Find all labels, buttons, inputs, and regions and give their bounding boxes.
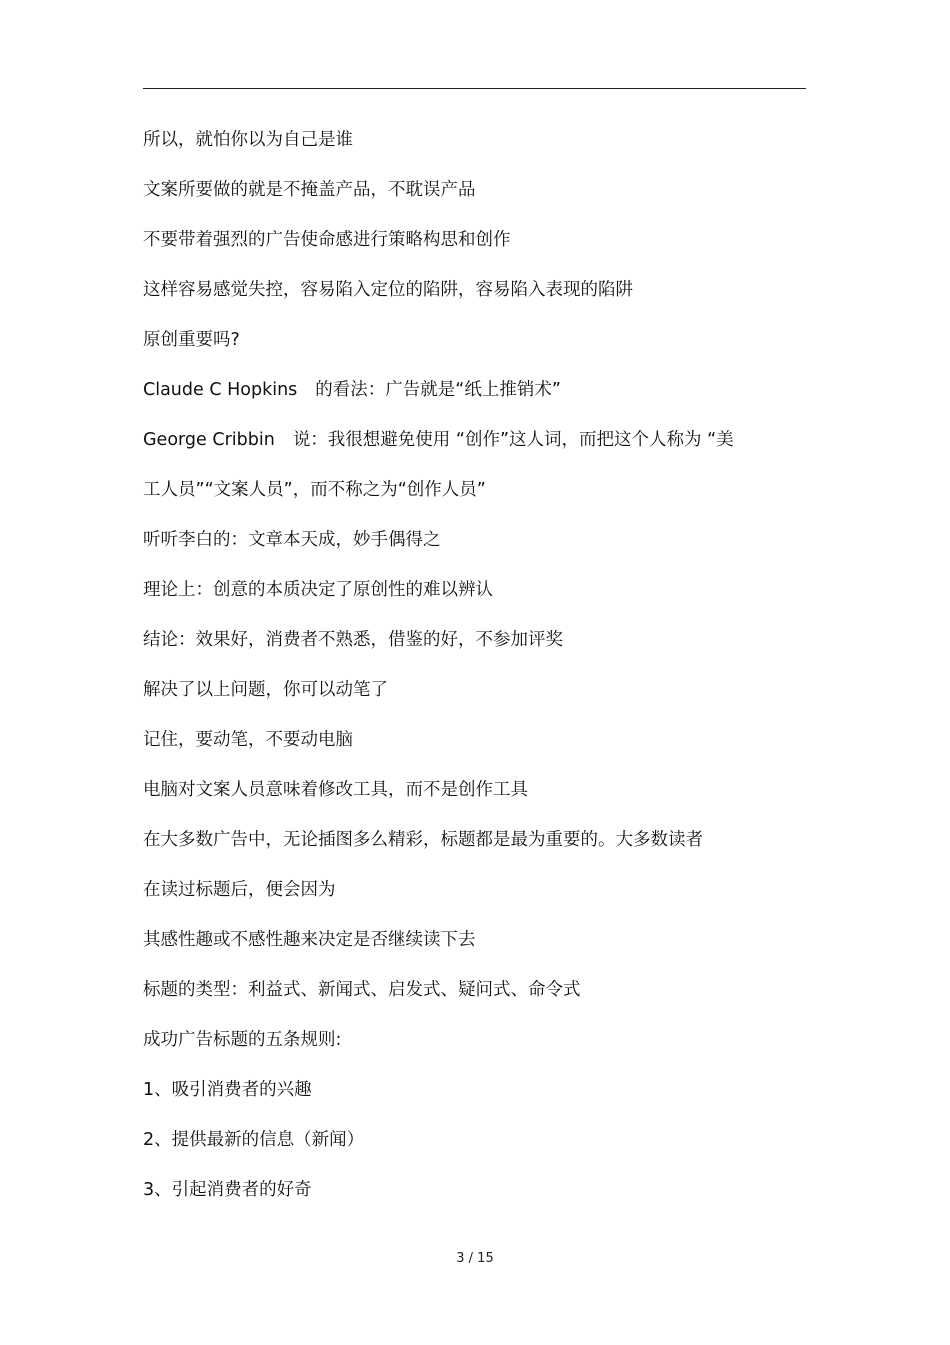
text-line-15: 在大多数广告中，无论插图多么精彩，标题都是最为重要的。大多数读者	[143, 830, 703, 850]
text-line-21: 2、提供最新的信息（新闻）	[143, 1130, 365, 1150]
text-line-5: 原创重要吗?	[143, 330, 240, 350]
text-line-6	[143, 378, 806, 403]
text-line-19: 成功广告标题的五条规则:	[143, 1030, 342, 1050]
text-line-9: 听听李白的：文章本天成，妙手偶得之	[143, 530, 441, 550]
text-line-10: 理论上：创意的本质决定了原创性的难以辨认	[143, 580, 493, 600]
text-line-20: 1、吸引消费者的兴趣	[143, 1080, 312, 1100]
text-line-16: 在读过标题后，便会因为	[143, 880, 336, 900]
text-line-1: 所以，就怕你以为自己是谁	[143, 130, 353, 150]
text-line-2: 文案所要做的就是不掩盖产品，不耽误产品	[143, 180, 476, 200]
text-line-13: 记住，要动笔，不要动电脑	[143, 730, 353, 750]
page-number: 3 / 15	[456, 1251, 494, 1266]
text-line-17: 其感性趣或不感性趣来决定是否继续读下去	[143, 930, 476, 950]
text-line-18: 标题的类型：利益式、新闻式、启发式、疑问式、命令式	[143, 980, 581, 1000]
text-line-8: 工人员”“文案人员”，而不称之为“创作人员”	[143, 480, 486, 500]
text-line-4: 这样容易感觉失控，容易陷入定位的陷阱，容易陷入表现的陷阱	[143, 280, 633, 300]
body-text	[143, 128, 806, 1228]
speaker-name-cribbin: George Cribbin	[143, 430, 275, 450]
cribbin-quote: 说：我很想避免使用 “创作”这人词，而把这个人称为 “美	[292, 430, 734, 450]
text-line-14: 电脑对文案人员意味着修改工具，而不是创作工具	[143, 780, 528, 800]
header-rule	[143, 88, 806, 89]
text-line-7	[143, 428, 806, 453]
text-line-22: 3、引起消费者的好奇	[143, 1180, 312, 1200]
text-line-12: 解决了以上问题，你可以动笔了	[143, 680, 388, 700]
hopkins-quote: 的看法：广告就是“纸上推销术”	[315, 380, 561, 400]
text-line-3: 不要带着强烈的广告使命感进行策略构思和创作	[143, 230, 511, 250]
speaker-name-hopkins: Claude C Hopkins	[143, 380, 298, 400]
text-line-11: 结论：效果好，消费者不熟悉，借鉴的好，不参加评奖	[143, 630, 563, 650]
